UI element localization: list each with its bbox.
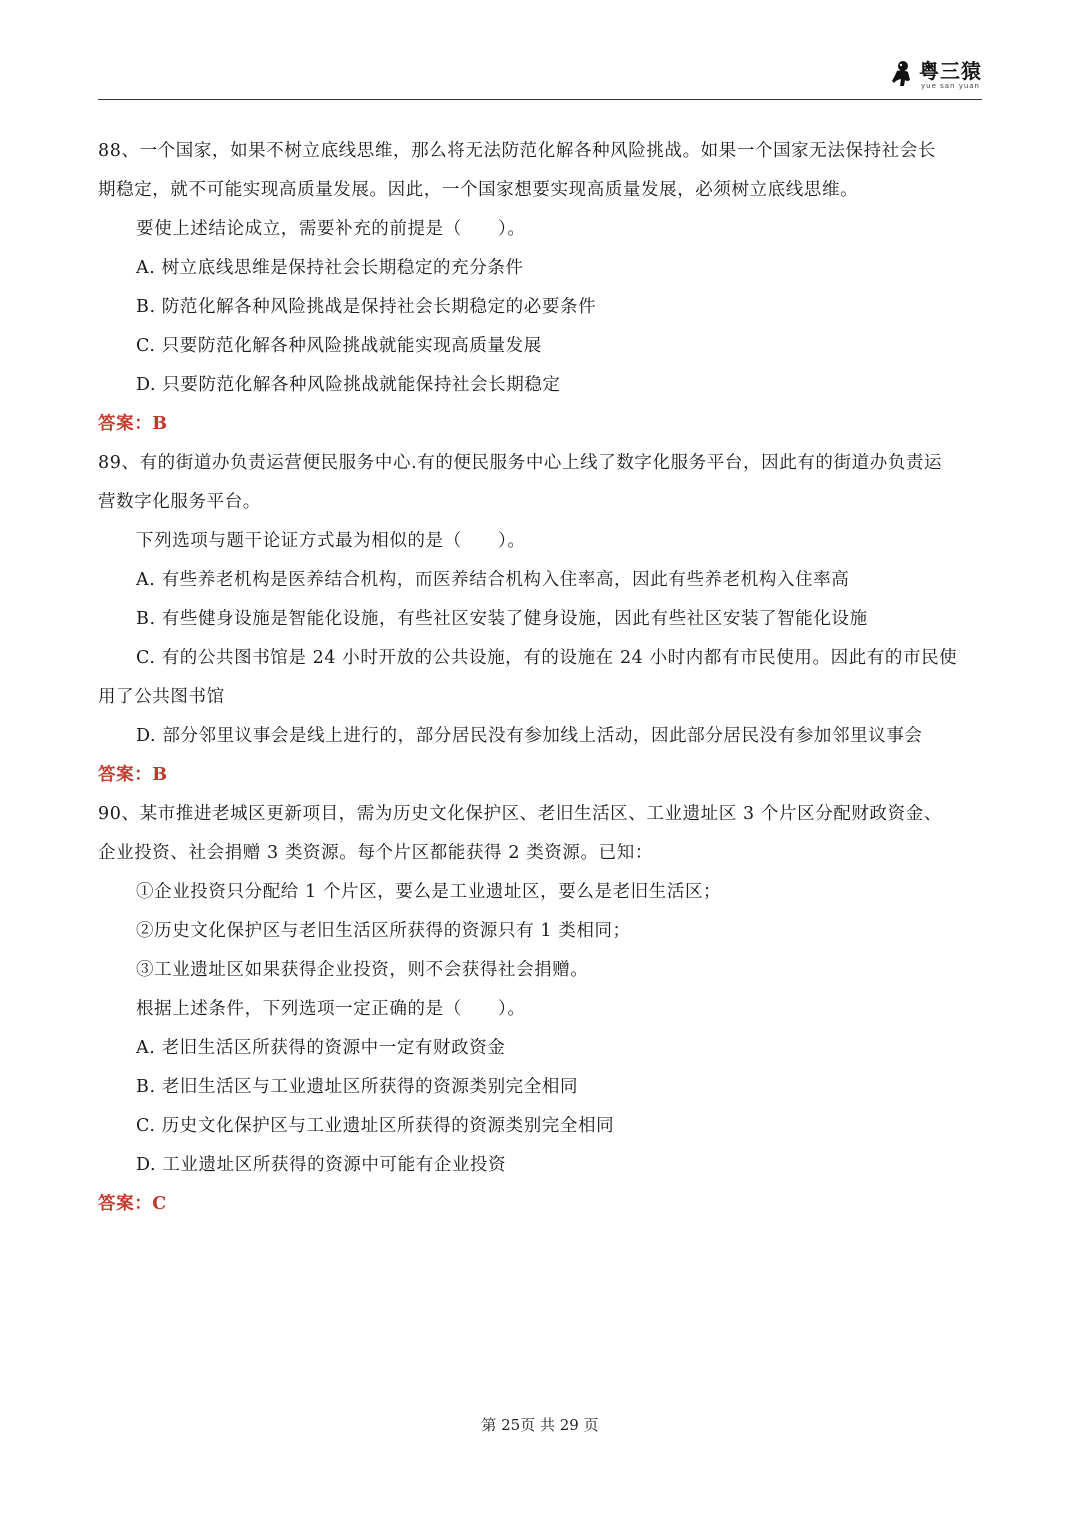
condition-2: ②历史文化保护区与老旧生活区所获得的资源只有 1 类相同；: [136, 921, 631, 941]
page-header: [98, 0, 982, 101]
option-b: B. 防范化解各种风险挑战是保持社会长期稳定的必要条件: [136, 297, 597, 317]
question-prompt: 下列选项与题干论证方式最为相似的是（ ）。: [136, 531, 526, 551]
question-list: [98, 132, 982, 1224]
option-c: C. 历史文化保护区与工业遗址区所获得的资源类别完全相同: [136, 1116, 615, 1136]
option-d: D. 工业遗址区所获得的资源中可能有企业投资: [136, 1155, 507, 1175]
option-a: A. 老旧生活区所获得的资源中一定有财政资金: [136, 1038, 506, 1058]
page-number: 第 25页 共 29 页: [481, 1416, 599, 1434]
question-stem-line: 企业投资、社会捐赠 3 类资源。每个片区都能获得 2 类资源。已知：: [98, 843, 653, 863]
question-stem-line: 88、一个国家，如果不树立底线思维，那么将无法防范化解各种风险挑战。如果一个国家无法保持社会长: [98, 141, 936, 161]
answer-label: 答案：B: [98, 765, 168, 785]
answer-label: 答案：C: [98, 1194, 167, 1214]
option-c-continued: 用了公共图书馆: [98, 687, 225, 707]
option-c: C. 只要防范化解各种风险挑战就能实现高质量发展: [136, 336, 542, 356]
question-prompt: 要使上述结论成立，需要补充的前提是（ ）。: [136, 219, 526, 239]
answer-label: 答案：B: [98, 414, 168, 434]
option-b: B. 有些健身设施是智能化设施，有些社区安装了健身设施，因此有些社区安装了智能化设施: [136, 609, 868, 629]
condition-3: ③工业遗址区如果获得企业投资，则不会获得社会捐赠。: [136, 960, 589, 980]
question-stem-line: 89、有的街道办负责运营便民服务中心.有的便民服务中心上线了数字化服务平台，因此有的街道办负责运: [98, 453, 943, 473]
brand-logo: [889, 60, 982, 91]
option-b: B. 老旧生活区与工业遗址区所获得的资源类别完全相同: [136, 1077, 579, 1097]
question-89: [98, 444, 982, 795]
question-90: [98, 795, 982, 1224]
option-d: D. 部分邻里议事会是线上进行的，部分居民没有参加线上活动，因此部分居民没有参加邻里议事会: [136, 726, 923, 746]
header-divider: [98, 99, 982, 100]
option-c: C. 有的公共图书馆是 24 小时开放的公共设施，有的设施在 24 小时内都有市民使用。因此有的市民使: [136, 648, 958, 668]
question-stem-line: 期稳定，就不可能实现高质量发展。因此，一个国家想要实现高质量发展，必须树立底线思维。: [98, 180, 859, 200]
question-stem-line: 营数字化服务平台。: [98, 492, 261, 512]
option-a: A. 树立底线思维是保持社会长期稳定的充分条件: [136, 258, 524, 278]
question-88: [98, 132, 982, 444]
condition-1: ①企业投资只分配给 1 个片区，要么是工业遗址区，要么是老旧生活区；: [136, 882, 722, 902]
option-a: A. 有些养老机构是医养结合机构，而医养结合机构入住率高，因此有些养老机构入住率高: [136, 570, 850, 590]
brand-name-cn: 粤三猿: [919, 59, 982, 83]
question-stem-line: 90、某市推进老城区更新项目，需为历史文化保护区、老旧生活区、工业遗址区 3 个片区分配财政资金、: [98, 804, 942, 824]
question-prompt: 根据上述条件，下列选项一定正确的是（ ）。: [136, 999, 526, 1019]
monkey-logo-icon: [889, 60, 915, 88]
option-d: D. 只要防范化解各种风险挑战就能保持社会长期稳定: [136, 375, 561, 395]
brand-name-en: yue san yuan: [920, 82, 980, 90]
